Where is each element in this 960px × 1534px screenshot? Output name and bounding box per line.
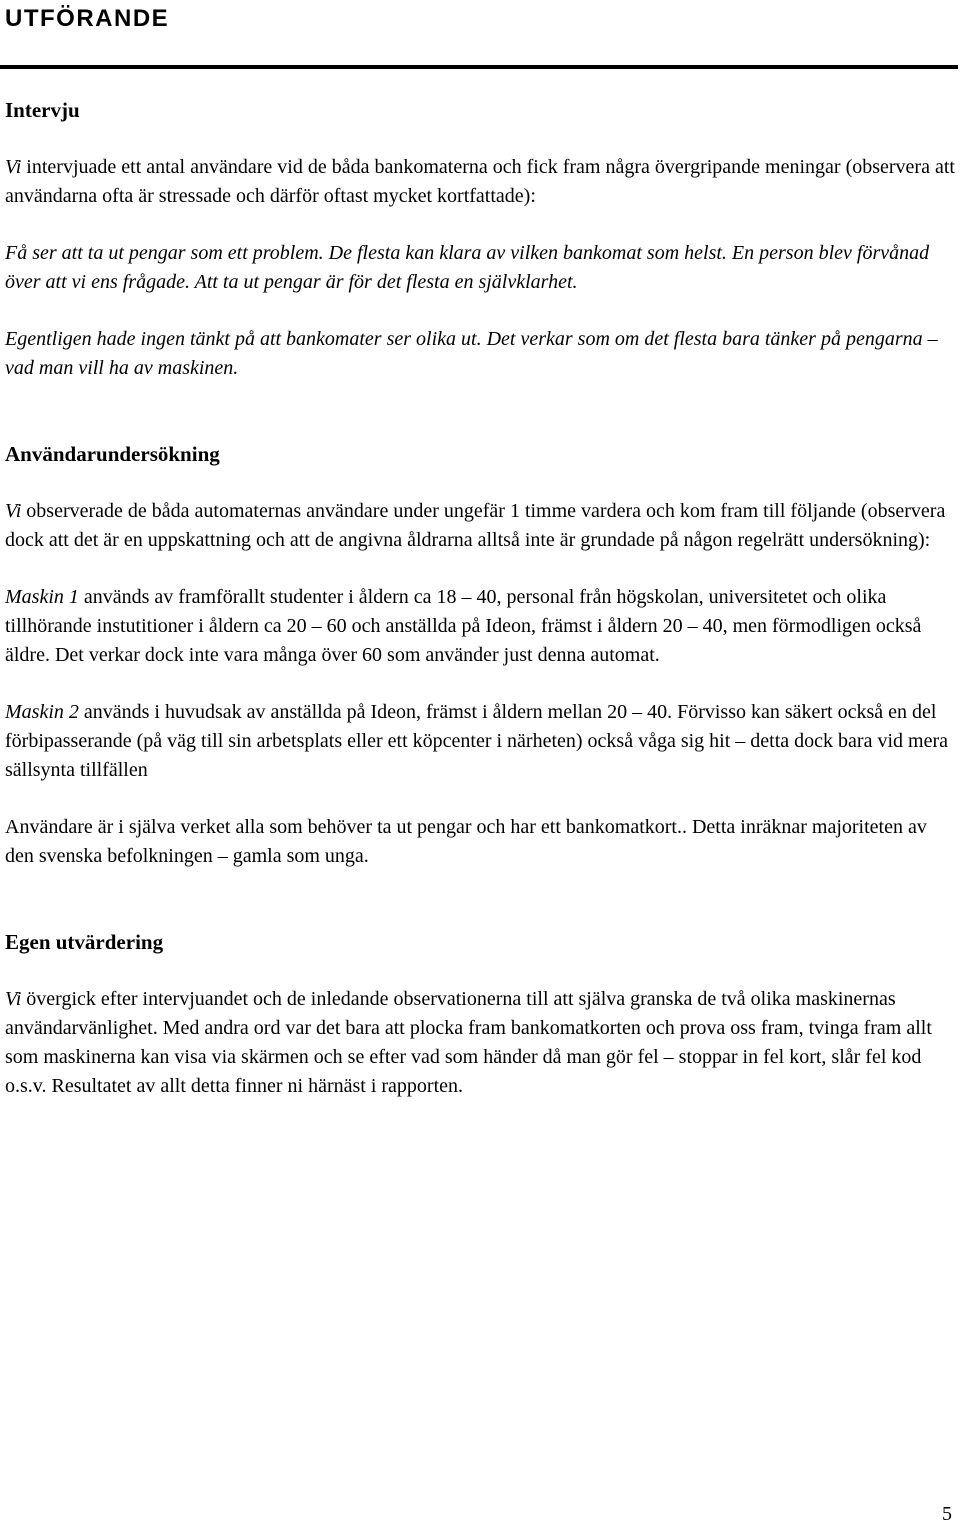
section-heading-intervju: Intervju xyxy=(5,98,80,122)
maskin-1-text: används av framförallt studenter i åldern ca 18 – 40, personal från högskolan, universitetet och olika tillhörande instutitioner i åldern ca 20 – 60 och anställda på Ideon, främst i åldern 20 – 40, men förmodligen också äldre. Det verkar dock inte vara många över 60 som använder just denna automat. xyxy=(5,586,922,666)
maskin-1-paragraph xyxy=(5,583,955,670)
document-body xyxy=(5,96,955,1101)
intervju-quote-2: Egentligen hade ingen tänkt på att bankomater ser olika ut. Det verkar som om det flesta bara tänker på pengarna – vad man vill ha av maskinen. xyxy=(5,328,938,379)
egen-utvardering-text: övergick efter intervjuandet och de inledande observationerna till att själva granska de två olika maskinernas användarvänlighet. Med andra ord var det bara att plocka fram bankomatkorten och prova oss fram, tvinga fram allt som maskinerna kan visa via skärmen och se efter vad som händer då man gör fel – stoppar in fel kort, slår fel kod o.s.v. Resultatet av allt detta finner ni härnäst i rapporten. xyxy=(5,988,932,1097)
maskin-2-paragraph xyxy=(5,698,955,785)
intervju-intro-text: intervjuade ett antal användare vid de båda bankomaterna och fick fram några övergripande meningar (observera att användarna ofta är stressade och därför oftast mycket kortfattade): xyxy=(5,156,955,207)
page-header xyxy=(0,0,960,70)
anvandarundersokning-intro-lead: Vi xyxy=(5,500,22,522)
page-number: 5 xyxy=(942,1503,952,1525)
intervju-intro-lead: Vi xyxy=(5,156,22,178)
section-heading-egen-utvardering: Egen utvärdering xyxy=(5,930,164,954)
egen-utvardering-lead: Vi xyxy=(5,988,22,1010)
intervju-quote-1: Få ser att ta ut pengar som ett problem. De flesta kan klara av vilken bankomat som helst. En person blev förvånad över att vi ens frågade. Att ta ut pengar är för det flesta en självklarhet. xyxy=(5,242,930,293)
users-paragraph: Användare är i själva verket alla som behöver ta ut pengar och har ett bankomatkort.. Detta inräknar majoriteten av den svenska befolkningen – gamla som unga. xyxy=(5,816,927,867)
anvandarundersokning-intro xyxy=(5,497,955,555)
maskin-1-label: Maskin 1 xyxy=(5,586,79,608)
maskin-2-text: används i huvudsak av anställda på Ideon, främst i åldern mellan 20 – 40. Förvisso kan säkert också en del förbipasserande (på väg till sin arbetsplats eller ett köpcenter i närheten) också våga sig hit – detta dock bara vid mera sällsynta tillfällen xyxy=(5,701,948,781)
maskin-2-label: Maskin 2 xyxy=(5,701,79,723)
page-title: UTFÖRANDE xyxy=(5,5,170,32)
anvandarundersokning-intro-text: observerade de båda automaternas användare under ungefär 1 timme vardera och kom fram till följande (observera dock att det är en uppskattning och att de angivna åldrarna alltså inte är grundade på någon regelrätt undersökning): xyxy=(5,500,946,551)
section-heading-anvandarundersokning: Användarundersökning xyxy=(5,442,220,466)
header-rule xyxy=(0,65,958,69)
intervju-intro xyxy=(5,153,955,211)
egen-utvardering-paragraph xyxy=(5,985,955,1101)
